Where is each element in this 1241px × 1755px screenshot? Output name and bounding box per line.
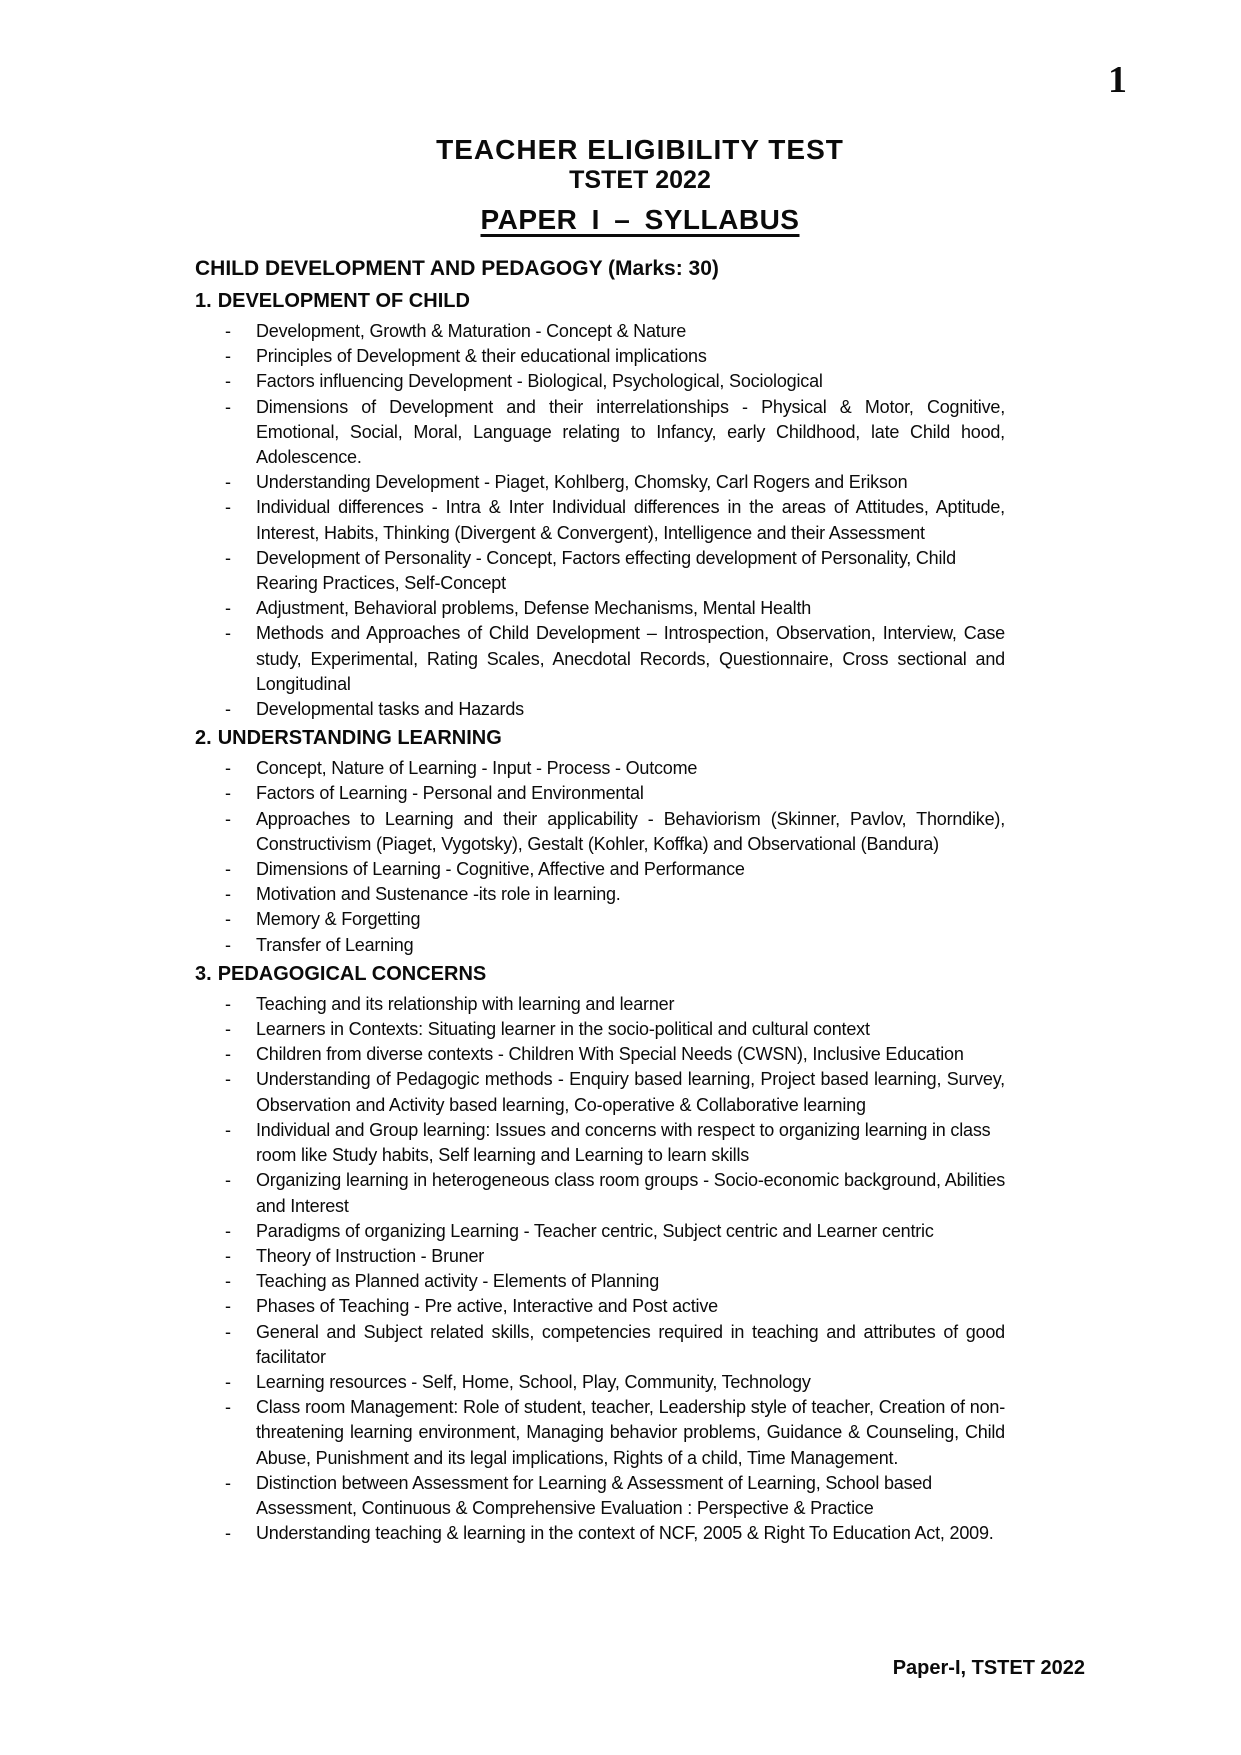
list-item-text: Distinction between Assessment for Learning & Assessment of Learning, School based Assessment, Continuous & Comprehensive Evaluation : Perspective & Practice <box>256 1472 932 1518</box>
bullet-dash-icon: - <box>225 472 231 493</box>
list-item-text: Theory of Instruction - Bruner <box>256 1245 485 1266</box>
list-item-text: Dimensions of Development and their interrelationships - Physical & Motor, Cognitive, Emotional, Social, Moral, Language relating to Infancy, early Childhood, late Child hood, Adolescence. <box>256 396 1005 468</box>
list-item-text: Organizing learning in heterogeneous class room groups - Socio-economic background, Abilities and Interest <box>256 1170 1005 1216</box>
bullet-dash-icon: - <box>225 884 231 905</box>
bullet-dash-icon: - <box>225 993 231 1014</box>
list-item <box>195 470 1005 495</box>
list-item <box>195 1219 1005 1244</box>
bullet-dash-icon: - <box>225 808 231 829</box>
list-item-text: Factors influencing Development - Biological, Psychological, Sociological <box>256 371 823 392</box>
list-item <box>195 933 1005 958</box>
list-item-text: Development of Personality - Concept, Factors effecting development of Personality, Child Rearing Practices, Self-Concept <box>256 547 956 594</box>
list-item-text: Teaching and its relationship with learning and learner <box>256 993 675 1014</box>
list-item <box>195 807 1005 857</box>
bullet-dash-icon: - <box>225 783 231 804</box>
document-header <box>195 134 1085 236</box>
list-item-text: Individual differences - Intra & Inter Individual differences in the areas of Attitudes, Aptitude, Interest, Habits, Thinking (Divergent & Convergent), Intelligence and their Assessment <box>256 497 1005 543</box>
list-item-text: Principles of Development & their educational implications <box>256 346 707 367</box>
bullet-dash-icon: - <box>225 758 231 779</box>
list-item-text: Understanding of Pedagogic methods - Enquiry based learning, Project based learning, Survey, Observation and Activity based learning, Co-operative & Collaborative learning <box>256 1069 1005 1115</box>
list-item-text: Adjustment, Behavioral problems, Defense Mechanisms, Mental Health <box>256 598 812 619</box>
section-items <box>195 756 1005 958</box>
list-item-text: General and Subject related skills, competencies required in teaching and attributes of good facilitator <box>256 1321 1005 1367</box>
list-item <box>195 621 1005 697</box>
bullet-dash-icon: - <box>225 1472 231 1493</box>
list-item-text: Development, Growth & Maturation - Concept & Nature <box>256 321 687 341</box>
list-item <box>195 992 1005 1017</box>
list-item-text: Understanding Development - Piaget, Kohlberg, Chomsky, Carl Rogers and Erikson <box>256 472 908 493</box>
page-footer: Paper-I, TSTET 2022 <box>892 1657 1085 1679</box>
list-item-text: Paradigms of organizing Learning - Teacher centric, Subject centric and Learner centric <box>256 1220 934 1241</box>
list-item <box>195 756 1005 781</box>
list-item-text: Developmental tasks and Hazards <box>256 699 524 720</box>
bullet-dash-icon: - <box>225 1523 231 1544</box>
bullet-dash-icon: - <box>225 547 231 568</box>
list-item <box>195 697 1005 722</box>
list-item <box>195 1017 1005 1042</box>
list-item <box>195 1168 1005 1218</box>
section-heading <box>195 288 1005 315</box>
list-item-text: Motivation and Sustenance -its role in learning. <box>256 884 621 905</box>
bullet-dash-icon: - <box>225 396 231 417</box>
list-item <box>195 1269 1005 1294</box>
bullet-dash-icon: - <box>225 1397 231 1418</box>
list-item <box>195 344 1005 369</box>
list-item-text: Dimensions of Learning - Cognitive, Affective and Performance <box>256 859 745 880</box>
syllabus-content <box>195 255 1005 1546</box>
list-item <box>195 882 1005 907</box>
list-item <box>195 319 1005 344</box>
list-item <box>195 907 1005 932</box>
syllabus-section <box>195 725 1005 958</box>
document-title: TEACHER ELIGIBILITY TEST <box>436 134 844 165</box>
document-subtitle: TSTET 2022 <box>569 166 711 194</box>
bullet-dash-icon: - <box>225 598 231 619</box>
list-item <box>195 369 1005 394</box>
section-heading <box>195 961 1005 988</box>
list-item-text: Phases of Teaching - Pre active, Interactive and Post active <box>256 1296 718 1317</box>
list-item <box>195 395 1005 471</box>
paper-syllabus-heading: PAPER I – SYLLABUS <box>480 204 800 235</box>
page-number: 1 <box>1108 59 1127 101</box>
list-item-text: Methods and Approaches of Child Development – Introspection, Observation, Interview, Case study, Experimental, Rating Scales, Anecdotal Records, Questionnaire, Cross sectional and Longitudinal <box>256 623 1005 694</box>
section-items <box>195 992 1005 1546</box>
bullet-dash-icon: - <box>225 1069 231 1090</box>
bullet-dash-icon: - <box>225 346 231 367</box>
bullet-dash-icon: - <box>225 1044 231 1065</box>
bullet-dash-icon: - <box>225 321 231 341</box>
bullet-dash-icon: - <box>225 1245 231 1266</box>
bullet-dash-icon: - <box>225 909 231 930</box>
list-item-text: Class room Management: Role of student, teacher, Leadership style of teacher, Creation of non-threatening learning environment, Managing behavior problems, Guidance & Counseling, Child Abuse, Punishment and its legal implications, Rights of a child, Time Management. <box>256 1397 1005 1468</box>
list-item-text: Concept, Nature of Learning - Input - Process - Outcome <box>256 758 698 779</box>
list-item <box>195 546 1005 596</box>
section-title: UNDERSTANDING LEARNING <box>217 727 502 750</box>
list-item <box>195 495 1005 545</box>
list-item <box>195 1042 1005 1067</box>
list-item-text: Learners in Contexts: Situating learner in the socio-political and cultural context <box>256 1019 870 1040</box>
paper-heading-wrap <box>195 198 1085 236</box>
bullet-dash-icon: - <box>225 623 231 644</box>
bullet-dash-icon: - <box>225 934 231 955</box>
bullet-dash-icon: - <box>225 859 231 880</box>
list-item-text: Understanding teaching & learning in the context of NCF, 2005 & Right To Education Act, 2009. <box>256 1523 994 1544</box>
list-item-text: Learning resources - Self, Home, School, Play, Community, Technology <box>256 1371 811 1392</box>
section-number: 1. <box>195 290 212 312</box>
bullet-dash-icon: - <box>225 699 231 720</box>
list-item <box>195 1320 1005 1370</box>
list-item <box>195 596 1005 621</box>
list-item <box>195 1118 1005 1168</box>
list-item <box>195 1370 1005 1395</box>
bullet-dash-icon: - <box>225 1296 231 1317</box>
list-item-text: Teaching as Planned activity - Elements of Planning <box>256 1271 660 1292</box>
bullet-dash-icon: - <box>225 371 231 392</box>
section-title: DEVELOPMENT OF CHILD <box>217 290 470 312</box>
subject-heading: CHILD DEVELOPMENT AND PEDAGOGY (Marks: 30) <box>195 257 719 280</box>
list-item <box>195 1067 1005 1117</box>
bullet-dash-icon: - <box>225 1019 231 1040</box>
section-heading <box>195 725 1005 752</box>
section-number: 3. <box>195 962 212 985</box>
list-item-text: Children from diverse contexts - Children With Special Needs (CWSN), Inclusive Education <box>256 1044 964 1065</box>
list-item-text: Factors of Learning - Personal and Environmental <box>256 783 644 804</box>
list-item <box>195 1294 1005 1319</box>
list-item-text: Individual and Group learning: Issues and concerns with respect to organizing learning in class room like Study habits, Self learning and Learning to learn skills <box>256 1119 991 1166</box>
sections-container <box>195 288 1005 1546</box>
bullet-dash-icon: - <box>225 497 231 518</box>
list-item-text: Memory & Forgetting <box>256 909 421 930</box>
section-number: 2. <box>195 727 212 750</box>
syllabus-section <box>195 288 1005 722</box>
list-item <box>195 1244 1005 1269</box>
list-item <box>195 1521 1005 1546</box>
list-item <box>195 857 1005 882</box>
bullet-dash-icon: - <box>225 1321 231 1342</box>
syllabus-section <box>195 961 1005 1546</box>
list-item-text: Transfer of Learning <box>256 934 414 955</box>
bullet-dash-icon: - <box>225 1119 231 1140</box>
bullet-dash-icon: - <box>225 1170 231 1191</box>
list-item <box>195 781 1005 806</box>
section-title: PEDAGOGICAL CONCERNS <box>217 962 487 985</box>
bullet-dash-icon: - <box>225 1220 231 1241</box>
list-item <box>195 1395 1005 1471</box>
bullet-dash-icon: - <box>225 1371 231 1392</box>
bullet-dash-icon: - <box>225 1271 231 1292</box>
section-items <box>195 319 1005 722</box>
list-item-text: Approaches to Learning and their applicability - Behaviorism (Skinner, Pavlov, Thorndike), Constructivism (Piaget, Vygotsky), Gestalt (Kohler, Koffka) and Observational (Bandura) <box>256 808 1005 854</box>
list-item <box>195 1471 1005 1521</box>
